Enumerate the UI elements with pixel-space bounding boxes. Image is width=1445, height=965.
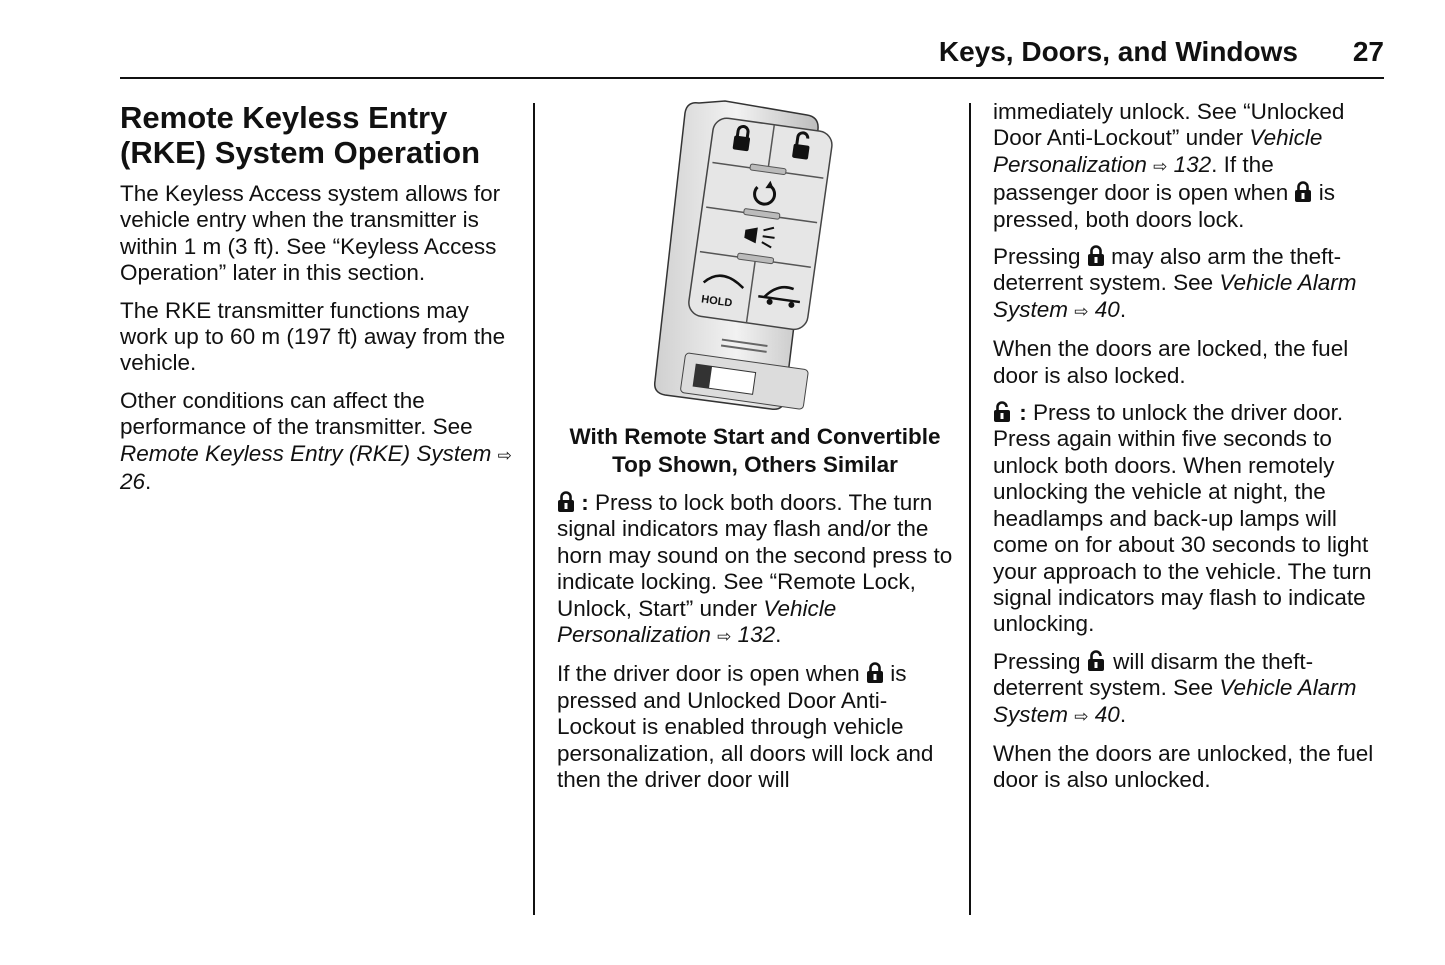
column-1 (120, 100, 520, 506)
page-reference-arrow-icon: ⇨ (1074, 706, 1089, 726)
continuation-text-c: is pressed, both doors lock. (993, 180, 1335, 232)
fuel-locked-paragraph: When the doors are locked, the fuel door is also locked. (993, 336, 1349, 388)
driver-door-text-b: is pressed and Unlocked Door Anti-Lockout is enabled through vehicle personalization, all doors will lock and then the driver door will (557, 661, 934, 793)
lock-button-paragraph (557, 490, 953, 650)
vehicle-alarm-reference[interactable]: Vehicle Alarm System (993, 270, 1357, 322)
vehicle-personalization-page[interactable]: 132 (1173, 151, 1212, 177)
disarm-text-b: will disarm the theft-deterrent system. See (993, 648, 1314, 701)
unlock-icon (1087, 650, 1107, 672)
driver-door-text-a: If the driver door is open when (557, 661, 860, 687)
period: . (775, 622, 782, 648)
range-paragraph: The RKE transmitter functions may work up to 60 m (197 ft) away from the vehicle. (120, 297, 506, 376)
conditions-text: Other conditions can affect the performance of the transmitter. See (120, 387, 473, 440)
figure-caption: With Remote Start and Convertible Top Shown, Others Similar (569, 424, 941, 477)
page-reference-arrow-icon: ⇨ (497, 445, 512, 465)
lock-icon (557, 491, 575, 513)
unlock-text: Press to unlock the driver door. Press again within five seconds to unlock both doors. When remotely unlocking the vehicle at night, the headlamps and back-up lamps will come on for about 30 seconds to light your approach to the vehicle. The turn signal indicators may flash to indicate unlocking. (993, 400, 1372, 637)
column-3 (993, 99, 1385, 805)
period: . (145, 469, 152, 495)
key-fob-illustration (635, 99, 875, 417)
disarm-text-a: Pressing (993, 648, 1081, 674)
vehicle-alarm-page[interactable]: 40 (1094, 296, 1120, 322)
column-divider-1 (533, 103, 535, 915)
rke-system-page[interactable]: 26 (120, 469, 146, 495)
vehicle-alarm-reference[interactable]: Vehicle Alarm System (993, 675, 1357, 727)
disarm-paragraph (993, 649, 1385, 730)
column-divider-2 (969, 103, 971, 915)
column-2 (557, 99, 953, 804)
lock-icon (866, 662, 884, 684)
unlock-button-paragraph (993, 400, 1385, 638)
vehicle-alarm-page[interactable]: 40 (1094, 701, 1120, 727)
lock-colon: : (581, 490, 589, 515)
period: . (1119, 701, 1127, 727)
page-reference-arrow-icon: ⇨ (1153, 156, 1168, 176)
page-reference-arrow-icon: ⇨ (717, 627, 732, 647)
vehicle-personalization-page[interactable]: 132 (737, 622, 776, 648)
page-number: 27 (1352, 36, 1384, 67)
period: . (1119, 296, 1127, 322)
section-heading: Remote Keyless Entry (RKE) System Operation (120, 100, 481, 170)
anti-lockout-continuation (993, 99, 1385, 233)
header-rule (120, 77, 1384, 79)
lock-text: Press to lock both doors. The turn signal indicators may flash and/or the horn may sound on the second press to indicate locking. See “Remote Lock, Unlock, Start” under (557, 490, 953, 621)
vehicle-personalization-reference[interactable]: Vehicle Personalization (557, 595, 837, 648)
continuation-text-a: immediately unlock. See “Unlocked Door Anti-Lockout” under (993, 99, 1345, 151)
unlock-icon (993, 401, 1013, 423)
driver-door-paragraph (557, 661, 953, 793)
arm-paragraph (993, 244, 1385, 325)
rke-system-reference[interactable]: Remote Keyless Entry (RKE) System (120, 440, 492, 466)
arm-text-a: Pressing (993, 244, 1081, 270)
unlock-colon: : (1019, 400, 1027, 426)
lock-icon (1087, 245, 1105, 267)
conditions-paragraph (120, 388, 520, 496)
hold-label: HOLD (700, 293, 734, 310)
arm-text-b: may also arm the theft-deterrent system. See (993, 244, 1342, 296)
page-reference-arrow-icon: ⇨ (1074, 301, 1089, 321)
vehicle-personalization-reference[interactable]: Vehicle Personalization (993, 125, 1323, 177)
lock-icon (1294, 181, 1312, 203)
continuation-text-b: . If the passenger door is open when (993, 151, 1289, 206)
section-title: Keys, Doors, and Windows (938, 36, 1298, 67)
page-header (120, 34, 1384, 78)
fuel-unlocked-paragraph: When the doors are unlocked, the fuel door is also unlocked. (993, 740, 1374, 793)
keyless-access-paragraph: The Keyless Access system allows for vehicle entry when the transmitter is within 1 m (3 ft). See “Keyless Access Operation” later in this section. (120, 181, 501, 286)
